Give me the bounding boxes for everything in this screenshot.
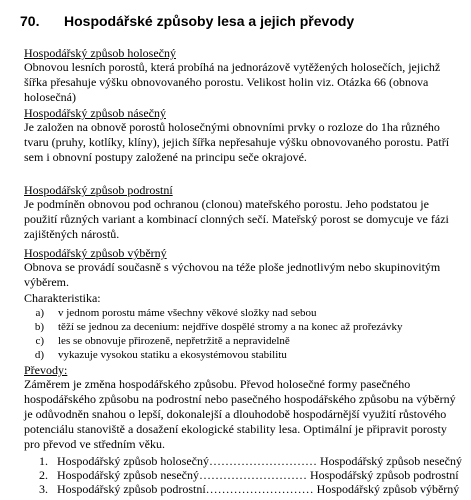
section-text: Je podmíněn obnovou pod ochranou (clonou) mateřského porostu. Jeho podstatou je použití různých variant a kombinací clonných sečí. Mateřský porost se domycuje ve fázi zajištěných nárostů. [24, 197, 449, 241]
characteristics-label: Charakteristika: [24, 291, 101, 305]
conversion-list [24, 454, 462, 496]
section-holosecny [24, 47, 456, 105]
section-title: Hospodářský způsob podrostní [24, 183, 173, 197]
list-item: b) těží se jednou za decenium: nejdříve dospělé stromy a na konec až prořezávky [34, 321, 403, 333]
section-podrostni [24, 184, 456, 242]
section-title: Hospodářský způsob holosečný [24, 46, 176, 60]
list-item: d) vykazuje vysokou statiku a ekosystémovou stabilitu [34, 349, 287, 361]
question-title: Hospodářské způsoby lesa a jejich převody [64, 13, 355, 29]
question-heading [20, 13, 354, 29]
list-item: 1. Hospodářský způsob holosečný……………………… Hospodářský způsob nesečný [39, 454, 462, 468]
list-item: 3. Hospodářský způsob podrostní……………………… Hospodářský způsob výběrný [39, 482, 460, 496]
section-text: Obnovou lesních porostů, která probíhá na jednorázově vytěžených holosečích, jejichž šířka přesahuje výšku obnovovaného porostu. Velikost holin viz. Otázka 66 (obnova holosečná) [24, 60, 441, 104]
section-vyberny [24, 247, 456, 362]
characteristics-list [24, 306, 456, 362]
list-item: a) v jednom porostu máme všechny věkové složky nad sebou [35, 307, 317, 319]
question-number: 70. [20, 13, 40, 29]
section-nasecny [24, 107, 456, 165]
section-text: Je založen na obnově porostů holosečnými obnovními prvky o rozloze do 1ha různého tvaru (pruhy, kotlíky, klíny), jejich šířka nepřesahuje výšku obnovovaného porostu. Patří sem i obnovní postupy založené na principu seče okrajové. [24, 120, 450, 164]
section-title: Hospodářský způsob výběrný [24, 246, 167, 260]
list-item: c) les se obnovuje přirozeně, nepřetržitě a nepravidelně [35, 335, 290, 347]
section-title: Převody: [24, 363, 68, 377]
section-prevody [24, 363, 462, 496]
section-text: Obnova se provádí současně s výchovou na téže ploše jednotlivým nebo skupinovitým výběrem. [24, 260, 441, 289]
section-text: Záměrem je změna hospodářského způsobu. Převod holosečné formy pasečného hospodářského způsobu na podrostní nebo pasečného hospodářského způsobu na výběrný je odůvodněn snahou o lepší, dokonalejší a dlouhodobě hospodárnější využití růstového potenciálu stanoviště a dosažení ekologické stability lesa. Optimální je připravit porosty pro převod ve středním věku. [24, 377, 456, 451]
list-item: 2. Hospodářský způsob nesečný……………………… Hospodářský způsob podrostní [39, 468, 459, 482]
section-title: Hospodářský způsob násečný [24, 106, 166, 120]
